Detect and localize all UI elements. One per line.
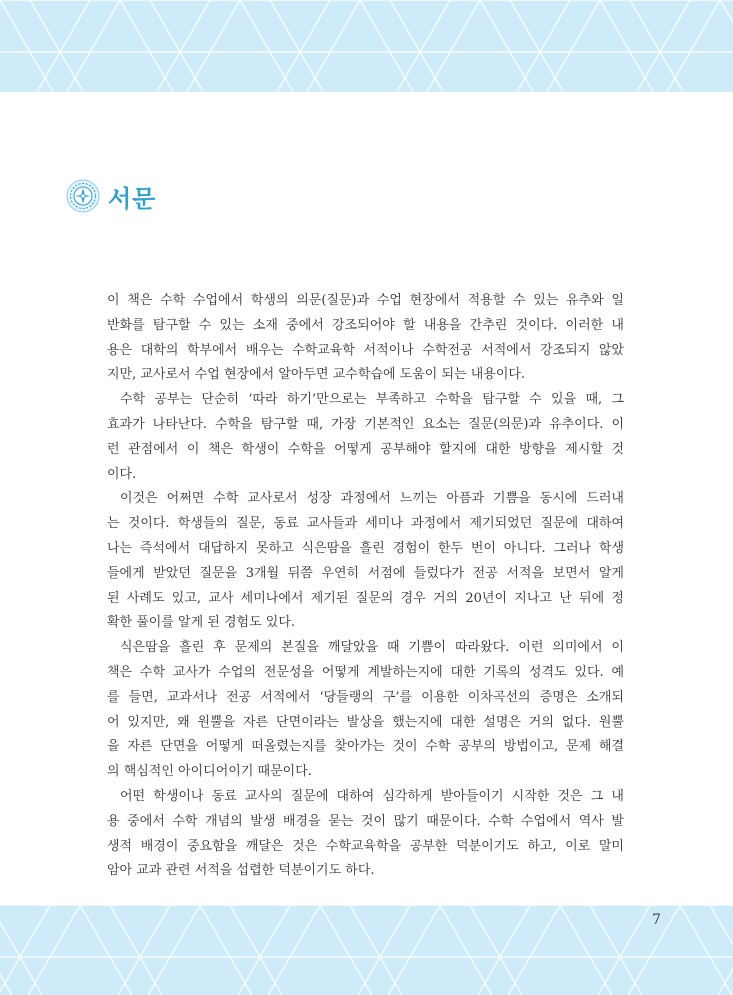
text-line: 책은 수학 교사가 수업의 전문성을 어떻게 계발하는지에 대한 기록의 성격도 있다. 예	[107, 664, 624, 680]
text-line: 용은 대학의 학부에서 배우는 수학교육학 서적이나 수학전공 서적에서 강조되지 않았	[107, 342, 624, 358]
body-text	[107, 289, 624, 884]
text-line: 효과가 나타난다. 수학을 탐구할 때, 가장 기본적인 요소는 질문(의문)과 유추이다. 이	[107, 416, 624, 432]
section-heading	[66, 176, 156, 216]
paragraph-5	[107, 785, 624, 884]
header-pattern	[0, 0, 733, 92]
text-line: 어 있지만, 왜 원뿔을 자른 단면이라는 발상을 했는지에 대한 설명은 거의 없다. 원뿔	[107, 714, 624, 730]
footer-pattern-band	[0, 905, 733, 995]
text-line: 의 핵심적인 아이디어이기 때문이다.	[107, 764, 312, 780]
text-line: 이 책은 수학 수업에서 학생의 의문(질문)과 수업 현장에서 적용할 수 있는 유추와 일	[107, 293, 624, 308]
text-line: 이것은 어쩌면 수학 교사로서 성장 과정에서 느끼는 아픔과 기쁨을 동시에 드러내	[120, 491, 624, 507]
paragraph-2	[107, 388, 624, 487]
text-line: 나는 즉석에서 대답하지 못하고 식은땀을 흘린 경험이 한두 번이 아니다. 그러나 학생	[107, 540, 624, 556]
text-line: 지만, 교사로서 수업 현장에서 알아두면 교수학습에 도움이 되는 내용이다.	[107, 367, 526, 383]
text-line: 런 관점에서 이 책은 학생이 수학을 어떻게 공부해야 할지에 대한 방향을 제시할 것	[107, 441, 624, 457]
text-line: 용 중에서 수학 개념의 발생 배경을 묻는 것이 많기 때문이다. 수학 수업에서 역사 발	[107, 813, 624, 829]
text-line: 들에게 받았던 질문을 3개월 뒤쯤 우연히 서점에 들렀다가 전공 서적을 보면서 알게	[107, 565, 624, 581]
text-line: 를 들면, 교과서나 전공 서적에서 ‘당들랭의 구’를 이용한 이차곡선의 증명은 소개되	[107, 689, 624, 705]
text-line: 생적 배경이 중요함을 깨달은 것은 수학교육학을 공부한 덕분이기도 하고, 이로 말미	[107, 838, 624, 854]
compass-medallion-icon	[66, 179, 100, 213]
text-line: 반화를 탐구할 수 있는 소재 중에서 강조되어야 할 내용을 간추린 것이다. 이러한 내	[107, 317, 624, 333]
page-number: 7	[652, 912, 661, 928]
text-line: 암아 교과 관련 서적을 섭렵한 덕분이기도 하다.	[107, 863, 375, 879]
paragraph-4	[107, 636, 624, 785]
page-title: 서문	[108, 184, 157, 213]
paragraph-1	[107, 289, 624, 388]
text-line: 된 사례도 있고, 교사 세미나에서 제기된 질문의 경우 거의 20년이 지나고 난 뒤에 정	[107, 590, 624, 606]
text-line: 는 것이다. 학생들의 질문, 동료 교사들과 세미나 과정에서 제기되었던 질문에 대하여	[107, 516, 624, 532]
text-line: 어떤 학생이나 동료 교사의 질문에 대하여 심각하게 받아들이기 시작한 것은 그 내	[120, 788, 624, 804]
text-line: 이다.	[107, 466, 137, 482]
text-line: 식은땀을 흘린 후 문제의 본질을 깨달았을 때 기쁨이 따라왔다. 이런 의미에서 이	[120, 640, 624, 656]
text-line: 을 자른 단면을 어떻게 떠올렸는지를 찾아가는 것이 수학 공부의 방법이고, 문제 해결	[107, 739, 624, 755]
text-line: 확한 풀이를 알게 된 경험도 있다.	[107, 615, 296, 631]
header-pattern-band	[0, 0, 733, 92]
footer-pattern	[0, 905, 733, 995]
text-line: 수학 공부는 단순히 ‘따라 하기’만으로는 부족하고 수학을 탐구할 수 있을 때, 그	[120, 392, 624, 408]
paragraph-3	[107, 487, 624, 636]
